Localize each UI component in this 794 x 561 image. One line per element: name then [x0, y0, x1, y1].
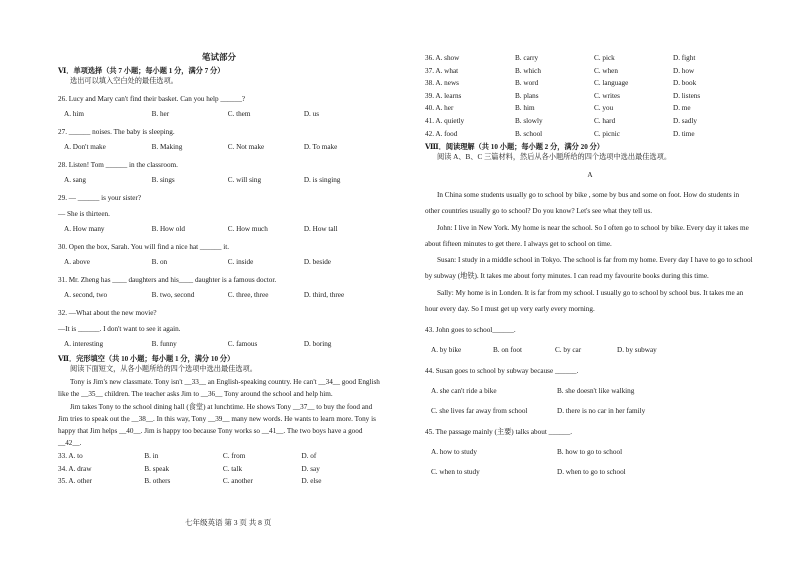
cloze-option-row	[58, 475, 380, 488]
answer-option: A. How many	[64, 225, 105, 233]
cloze-option: B. others	[144, 477, 171, 486]
cloze-option: D. of	[301, 451, 317, 460]
reading-question	[425, 324, 755, 356]
answer-option: C. Not make	[227, 143, 265, 151]
answer-option: C. she lives far away from school	[431, 406, 528, 415]
answer-option: A. interesting	[64, 340, 104, 348]
question-stem: 45. The passage mainly (主要) talks about ______.	[425, 427, 572, 436]
answer-options	[58, 290, 380, 300]
question-stem: 28. Listen! Tom ______ in the classroom.	[58, 161, 178, 169]
section-6-instruction: 选出可以填入空白处的最佳选项。	[70, 77, 178, 85]
question-stem: 29. — ______ is your sister?	[58, 194, 142, 202]
cloze-option-row	[425, 102, 755, 115]
answer-options	[425, 446, 755, 458]
cloze-option: B. which	[515, 66, 541, 75]
question-item	[58, 127, 380, 152]
reading-question	[425, 426, 755, 478]
answer-option: C. will sing	[227, 176, 262, 184]
cloze-option: D. fight	[673, 54, 696, 62]
answer-option: A. him	[64, 110, 84, 118]
answer-option: D. when to go to school	[557, 467, 626, 476]
reading-questions	[425, 324, 755, 478]
cloze-option: B. school	[515, 129, 543, 138]
question-stem: 44. Susan goes to school by subway because ______.	[425, 366, 579, 375]
cloze-option: B. speak	[144, 464, 170, 473]
cloze-option-row	[58, 450, 380, 463]
answer-options	[58, 339, 380, 349]
cloze-option: 37. A. what	[425, 66, 459, 75]
cloze-option: 40. A. her	[425, 104, 454, 113]
cloze-option: C. another	[222, 477, 253, 486]
answer-option: B. on	[151, 258, 168, 266]
cloze-option: D. say	[301, 464, 320, 473]
cloze-option-row	[425, 77, 755, 90]
question-item	[58, 242, 380, 267]
cloze-option: C. when	[594, 66, 618, 75]
answer-option: C. How much	[227, 225, 268, 233]
cloze-option: C. picnic	[594, 129, 620, 138]
cloze-option: 38. A. news	[425, 79, 459, 88]
passage-paragraph: Sally: My home is in Londen. It is far from my school. I usually go to school by school bus. It takes me an hour every day. So I must get up very early every morning.	[425, 288, 744, 313]
cloze-paragraph: Tony is Jim's new classmate. Tony isn't __33__ an English-speaking country. He can't __34__ good English like the __35__ children. The teacher asks Jim to __36__ Tony around the school and help him.	[58, 378, 380, 399]
passage-paragraph: Susan: I study in a middle school in Tokyo. The school is far from my home. Every day I have to go to school by subway (地铁). It takes me about forty minutes. I can read my favourite books during this time.	[425, 256, 753, 281]
cloze-passage	[58, 376, 380, 450]
answer-options	[58, 175, 380, 185]
reading-passage	[425, 188, 755, 317]
question-item	[58, 94, 380, 119]
cloze-option: C. language	[594, 79, 629, 88]
answer-option: D. How tall	[303, 225, 338, 233]
cloze-option-row	[58, 463, 380, 476]
cloze-option: D. book	[673, 79, 697, 88]
section-7-title: Ⅶ．完形填空（共 10 小题；每小题 1 分，满分 10 分）	[58, 355, 235, 363]
answer-option: D. by subway	[617, 345, 657, 354]
answer-option: D. is singing	[303, 176, 341, 184]
answer-options	[58, 142, 380, 152]
multiple-choice-list	[58, 94, 380, 349]
answer-option: B. Making	[151, 143, 183, 151]
passage-paragraph: In China some students usually go to school by bike , some by bus and some on foot. How do students in other countries usually go to school? Do you know? Let's see what they tell us.	[425, 191, 740, 215]
answer-option: B. sings	[151, 176, 175, 184]
question-stem: 27. ______ noises. The baby is sleeping.	[58, 128, 175, 136]
cloze-option: B. him	[515, 104, 535, 113]
answer-option: D. beside	[303, 258, 331, 266]
answer-options	[425, 405, 755, 417]
cloze-option: 41. A. quietly	[425, 116, 465, 125]
answer-options	[425, 344, 755, 356]
cloze-option: B. word	[515, 79, 539, 88]
answer-options	[58, 224, 380, 234]
cloze-option: C. talk	[222, 464, 243, 473]
cloze-option: C. from	[222, 451, 246, 460]
passage-paragraph: John: I live in New York. My home is near the school. So I often go to school by bike. Every day it takes me about fifteen minutes to get there. I always get to school on time.	[425, 223, 749, 248]
cloze-options-right	[425, 52, 755, 140]
answer-option: D. boring	[303, 340, 332, 348]
question-stem: 31. Mr. Zheng has ____ daughters and his____ daughter is a famous doctor.	[58, 276, 277, 284]
passage-label: A	[587, 171, 593, 180]
cloze-option-row	[425, 90, 755, 103]
answer-option: D. us	[303, 110, 320, 118]
question-stem: 26. Lucy and Mary can't find their basket. Can you help ______?	[58, 95, 246, 103]
answer-option: B. she doesn't like walking	[557, 386, 635, 395]
cloze-option: C. you	[594, 104, 614, 113]
cloze-option-row	[425, 52, 755, 65]
cloze-option: D. how	[673, 66, 695, 75]
cloze-option: B. in	[144, 451, 159, 460]
cloze-option: 34. A. draw	[58, 464, 92, 473]
answer-options	[58, 257, 380, 267]
section-8-title: Ⅷ．阅读理解（共 10 小题；每小题 2 分，满分 20 分）	[425, 143, 604, 152]
answer-option: C. three, three	[227, 291, 269, 299]
cloze-option-row	[425, 115, 755, 128]
answer-options	[425, 466, 755, 478]
cloze-option: D. else	[301, 477, 322, 486]
answer-option: A. second, two	[64, 291, 108, 299]
answer-option: D. there is no car in her family	[557, 406, 646, 415]
question-stem: 30. Open the box, Sarah. You will find a nice hat ______ it.	[58, 243, 230, 251]
answer-option: A. above	[64, 258, 90, 266]
right-column	[425, 52, 755, 478]
answer-option: B. her	[151, 110, 170, 118]
section-7-instruction: 阅读下面短文，从各小题所给的四个选项中选出最佳选项。	[70, 365, 257, 373]
cloze-option: D. listens	[673, 91, 701, 100]
cloze-option: B. carry	[515, 54, 539, 62]
question-stem-line2: — She is thirteen.	[58, 210, 110, 218]
answer-option: C. famous	[227, 340, 258, 348]
answer-options	[425, 385, 755, 397]
answer-option: A. sang	[64, 176, 86, 184]
cloze-option: B. plans	[515, 91, 539, 100]
cloze-option: 42. A. food	[425, 129, 458, 138]
answer-option: C. by car	[555, 345, 582, 354]
answer-option: A. she can't ride a bike	[431, 386, 497, 395]
answer-option: B. two, second	[151, 291, 195, 299]
answer-option: B. how to go to school	[557, 447, 623, 456]
answer-option: D. To make	[303, 143, 338, 151]
section-6-title: Ⅵ．单项选择（共 7 小题；每小题 1 分，满分 7 分）	[58, 67, 225, 75]
cloze-option: 33. A. to	[58, 451, 83, 460]
cloze-option: C. writes	[594, 91, 620, 100]
cloze-option: B. slowly	[515, 116, 543, 125]
cloze-paragraph: Jim takes Tony to the school dining hall (食堂) at lunchtime. He shows Tony __37__ to buy the food and Jim tries to speak out the __38__. In this way, Tony __39__ many new words. He wants to learn more. Tony is happy that Jim helps __40__. Jim is happy too because Tony works so __41__. The two boys have a good __42__.	[58, 402, 376, 448]
answer-option: A. Don't make	[64, 143, 106, 151]
answer-options	[58, 109, 380, 119]
answer-option: A. how to study	[431, 447, 477, 456]
cloze-option: 39. A. learns	[425, 91, 462, 100]
cloze-option: D. sadly	[673, 116, 697, 125]
question-item	[58, 308, 380, 349]
question-stem: 43. John goes to school______.	[425, 325, 516, 334]
answer-option: C. them	[227, 110, 251, 118]
question-stem: 32. —What about the new movie?	[58, 309, 157, 317]
answer-option: D. third, three	[303, 291, 345, 299]
answer-option: C. inside	[227, 258, 254, 266]
question-item	[58, 275, 380, 300]
cloze-option: 36. A. show	[425, 54, 460, 62]
cloze-option: D. me	[673, 104, 691, 113]
cloze-option-row	[425, 65, 755, 78]
question-item	[58, 160, 380, 185]
answer-option: B. funny	[151, 340, 177, 348]
cloze-option: C. hard	[594, 116, 616, 125]
question-item	[58, 193, 380, 234]
question-stem-line2: —It is ______. I don't want to see it again.	[58, 325, 181, 333]
cloze-option-row	[425, 128, 755, 141]
cloze-options-left	[58, 450, 380, 488]
reading-question	[425, 365, 755, 417]
answer-option: A. by bike	[431, 345, 462, 354]
cloze-option: D. time	[673, 129, 695, 138]
cloze-option: C. pick	[594, 54, 615, 62]
cloze-option: 35. A. other	[58, 477, 92, 486]
answer-option: B. How old	[151, 225, 185, 233]
answer-option: C. when to study	[431, 467, 480, 476]
answer-option: B. on foot	[493, 345, 522, 354]
left-column	[58, 48, 380, 488]
section-8-instruction: 阅读 A、B、C 三篇材料，然后从各小题所给的四个选项中选出最佳选项。	[437, 153, 672, 162]
section-heading: 笔试部分	[201, 52, 236, 62]
page-footer: 七年级英语 第 3 页 共 8 页	[185, 518, 272, 527]
